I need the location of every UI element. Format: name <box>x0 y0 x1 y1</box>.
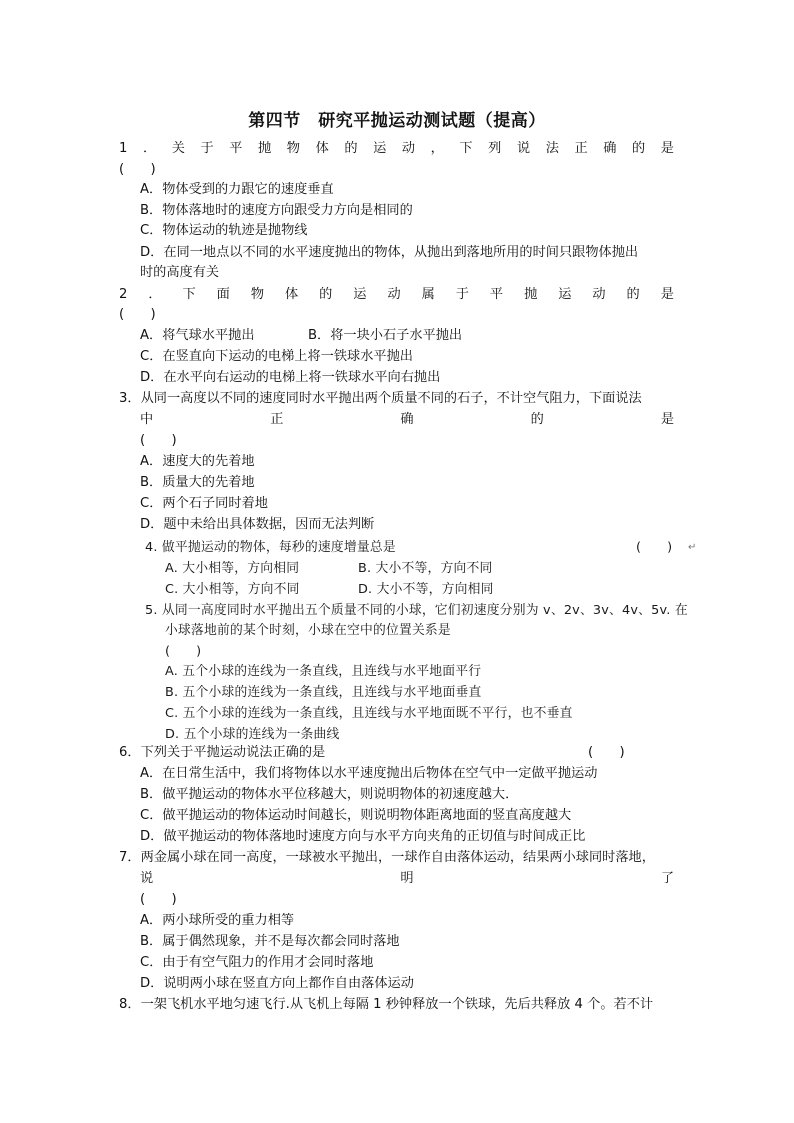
q4-option-c: C. 大小相等，方向不同 <box>165 582 300 597</box>
q3-option-a: A．速度大的先着地 <box>140 454 255 469</box>
q6-stem: 6．下列关于平抛运动说法正确的是 <box>119 745 326 760</box>
q2-option-a: A．将气球水平抛出 <box>140 328 255 343</box>
q7-answer-paren: ( ) <box>140 892 177 907</box>
q6-answer-paren: ( ) <box>588 745 625 760</box>
q7-option-c: C．由于有空气阻力的作用才会同时落地 <box>140 955 374 970</box>
q5-stem-cont: 小球落地前的某个时刻，小球在空中的位置关系是 <box>165 623 451 638</box>
q5-option-d: D. 五个小球的连线为一条曲线 <box>165 727 340 742</box>
q1-option-d: D．在同一地点以不同的水平速度抛出的物体，从抛出到落地所用的时间只跟物体抛出 <box>140 245 639 260</box>
q2-option-c: C．在竖直向下运动的电梯上将一铁球水平抛出 <box>140 349 413 364</box>
q3-option-b: B．质量大的先着地 <box>140 475 255 490</box>
q3-stem: 3．从同一高度以不同的速度同时水平抛出两个质量不同的石子，不计空气阻力，下面说法 <box>119 391 642 406</box>
q5-option-c: C. 五个小球的连线为一条直线，且连线与水平地面既不平行，也不垂直 <box>165 706 573 721</box>
q7-option-d: D．说明两小球在竖直方向上都作自由落体运动 <box>140 976 414 991</box>
q6-option-b: B．做平抛运动的物体水平位移越大，则说明物体的初速度越大． <box>140 787 519 802</box>
q1-stem: 1 ． 关 于 平 抛 物 体 的 运 动 ， 下 列 说 法 正 确 的 是 <box>119 139 674 159</box>
q3-option-d: D．题中未给出具体数据，因而无法判断 <box>140 517 375 532</box>
q5-stem: 5. 从同一高度同时水平抛出五个质量不同的小球，它们初速度分别为 v、2v、3v、4v、5v. 在 <box>145 603 688 618</box>
q1-option-d-cont: 时的高度有关 <box>140 265 220 280</box>
q7-stem-cont: 说 明 了 <box>140 871 674 886</box>
q2-number: 2 <box>119 287 128 302</box>
q4-option-a: A. 大小相等，方向相同 <box>165 561 300 576</box>
q4-option-b: B. 大小不等，方向不同 <box>358 561 493 576</box>
q3-option-c: C．两个石子同时着地 <box>140 496 268 511</box>
q1-option-a: A．物体受到的力跟它的速度垂直 <box>140 182 334 197</box>
q8-stem: 8．一架飞机水平地匀速飞行.从飞机上每隔 1 秒钟释放一个铁球，先后共释放 4 个。若不计 <box>119 997 654 1012</box>
q5-answer-paren: ( ) <box>165 644 202 659</box>
q5-option-b: B. 五个小球的连线为一条直线，且连线与水平地面垂直 <box>165 685 482 700</box>
q1-number: 1 <box>119 141 128 156</box>
q4-option-d: D. 大小不等，方向相同 <box>358 582 494 597</box>
q2-answer-paren: ( ) <box>119 307 156 322</box>
q6-option-c: C．做平抛运动的物体运动时间越长，则说明物体距离地面的竖直高度越大 <box>140 808 572 823</box>
q1-answer-paren: ( ) <box>119 162 156 177</box>
return-mark-icon: ↵ <box>688 542 697 553</box>
q7-option-a: A．两小球所受的重力相等 <box>140 913 295 928</box>
q7-option-b: B．属于偶然现象，并不是每次都会同时落地 <box>140 934 400 949</box>
q2-stem: 2 ． 下 面 物 体 的 运 动 属 于 平 抛 运 动 的 是 <box>119 285 674 305</box>
q6-option-d: D．做平抛运动的物体落地时速度方向与水平方向夹角的正切值与时间成正比 <box>140 829 586 844</box>
q5-option-a: A. 五个小球的连线为一条直线，且连线与水平地面平行 <box>165 664 482 679</box>
q3-answer-paren: ( ) <box>140 433 177 448</box>
q3-stem-cont: 中 正 确 的 是 <box>140 412 674 427</box>
q4-stem: 4. 做平抛运动的物体，每秒的速度增量总是 <box>145 540 396 555</box>
q1-option-c: C．物体运动的轨迹是抛物线 <box>140 223 308 238</box>
q2-option-b: B．将一块小石子水平抛出 <box>308 328 463 343</box>
q4-answer-paren: ( ) <box>636 540 673 555</box>
q1-option-b: B．物体落地时的速度方向跟受力方向是相同的 <box>140 203 413 218</box>
page-title: 第四节 研究平抛运动测试题（提高） <box>248 111 546 131</box>
q7-stem: 7．两金属小球在同一高度，一球被水平抛出，一球作自由落体运动，结果两小球同时落地， <box>119 850 655 865</box>
q6-option-a: A．在日常生活中，我们将物体以水平速度抛出后物体在空气中一定做平抛运动 <box>140 766 598 781</box>
q2-option-d: D．在水平向右运动的电梯上将一铁球水平向右抛出 <box>140 370 441 385</box>
